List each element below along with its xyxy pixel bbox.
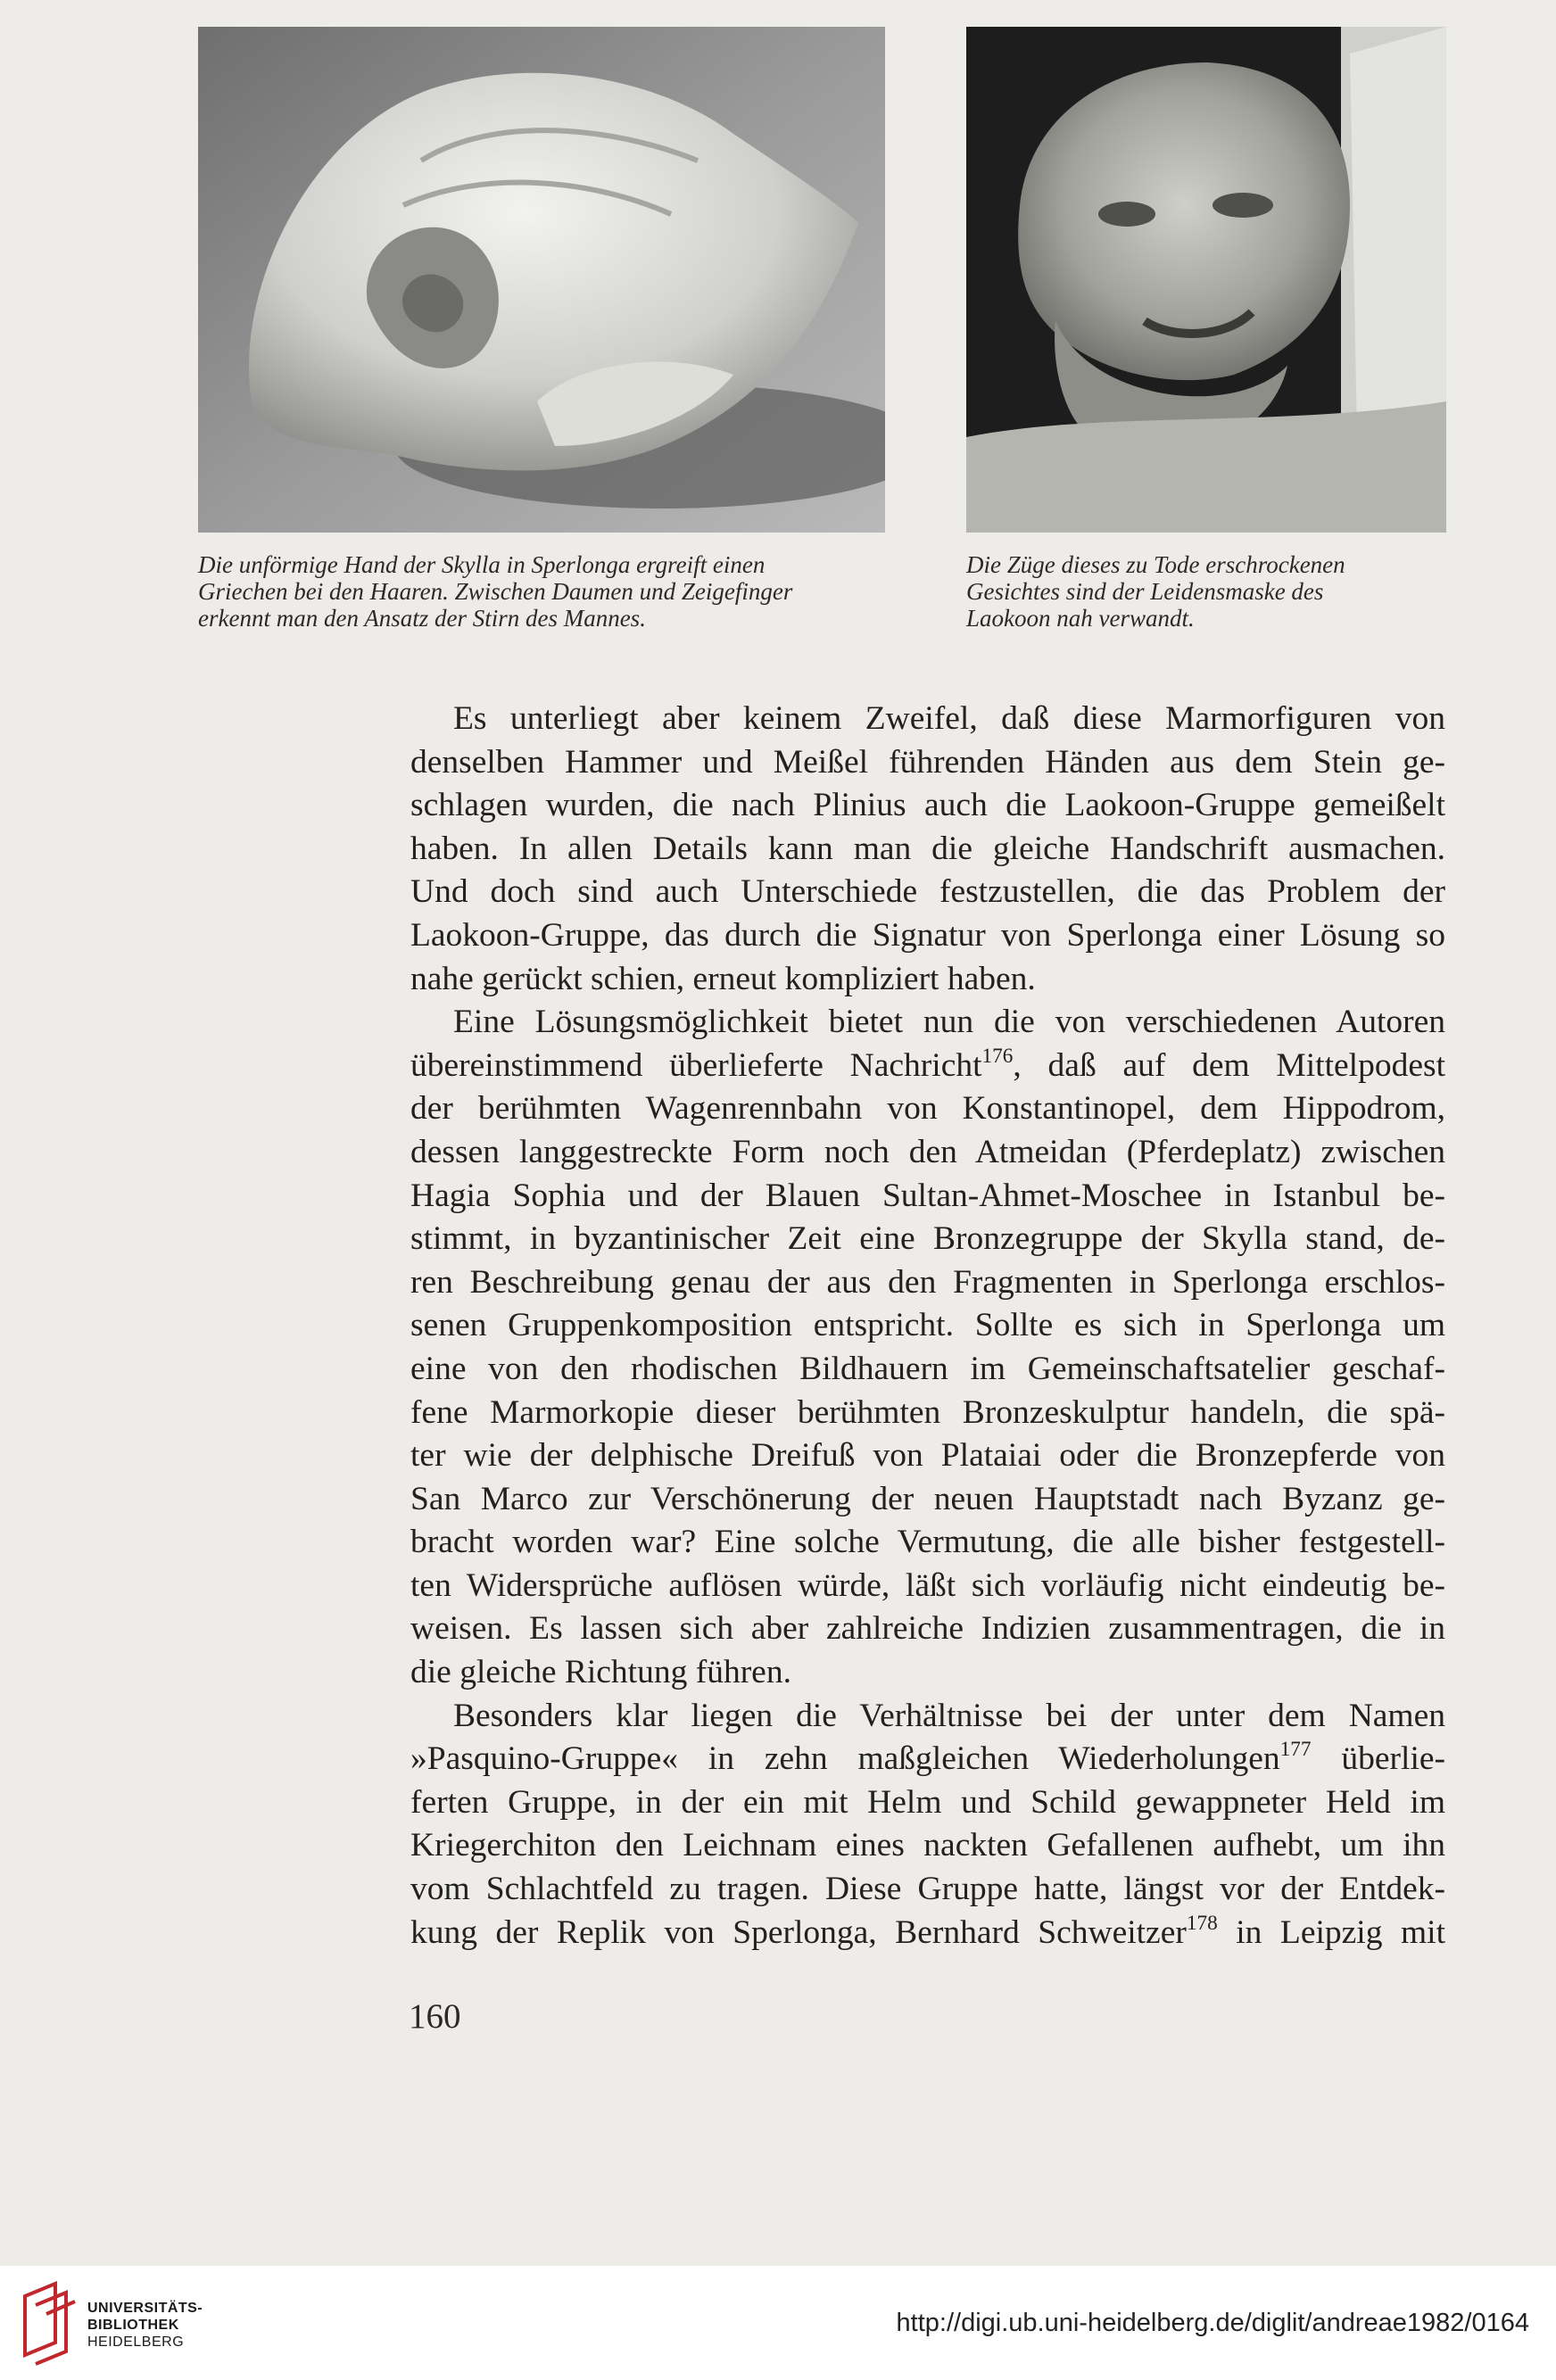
text-line — [410, 1738, 1445, 1781]
text-run: kung der Replik von Sperlonga, Bernhard Schweitzer — [410, 1913, 1187, 1951]
text-line: denselben Hammer und Meißel führenden Händen aus dem Stein ge- — [410, 743, 1445, 781]
text-line: Es unterliegt aber keinem Zweifel, daß diese Marmorfiguren von — [453, 700, 1445, 737]
caption-line: erkennt man den Ansatz der Stirn des Mannes. — [198, 605, 646, 632]
text-line: ren Beschreibung genau der aus den Fragmenten in Sperlonga erschlos- — [410, 1263, 1445, 1301]
text-line: San Marco zur Verschönerung der neuen Hauptstadt nach Byzanz ge- — [410, 1480, 1445, 1517]
text-line: der berühmten Wagenrennbahn von Konstantinopel, dem Hippodrom, — [410, 1090, 1445, 1128]
text-line: Und doch sind auch Unterschiede festzustellen, die das Problem der — [410, 873, 1445, 911]
text-run: »Pasquino-Gruppe« in zehn maßgleichen Wiederholungen — [410, 1740, 1280, 1778]
text-line: Kriegerchiton den Leichnam eines nackten Gefallenen aufhebt, um ihn — [410, 1827, 1445, 1864]
text-line: bracht worden war? Eine solche Vermutung, die alle bisher festgestell- — [410, 1524, 1445, 1561]
text-line: fene Marmorkopie dieser berühmten Bronzeskulptur handeln, die spä- — [410, 1393, 1445, 1431]
caption-line: Gesichtes sind der Leidensmaske des — [966, 578, 1324, 605]
text-line: schlagen wurden, die nach Plinius auch die Laokoon-Gruppe gemeißelt — [410, 787, 1445, 824]
text-run: , daß auf dem Mittelpodest — [1013, 1046, 1445, 1084]
footnote-ref-178[interactable]: 178 — [1186, 1911, 1218, 1935]
text-run: übereinstimmend überlieferte Nachricht — [410, 1046, 982, 1084]
text-run: überlie- — [1311, 1740, 1445, 1778]
logo-line: HEIDELBERG — [87, 2335, 185, 2350]
body-text — [410, 698, 1445, 1954]
source-url-link[interactable]: http://digi.ub.uni-heidelberg.de/diglit/andreae1982/0164 — [896, 2309, 1529, 2337]
text-line: eine von den rhodischen Bildhauern im Gemeinschaftsatelier geschaf- — [410, 1350, 1445, 1387]
text-line: vom Schlachtfeld zu tragen. Diese Gruppe hatte, längst vor der Entdek- — [410, 1871, 1445, 1908]
text-line: Besonders klar liegen die Verhältnisse bei der unter dem Namen — [453, 1697, 1445, 1734]
library-logo-text — [87, 2300, 203, 2351]
paragraph — [410, 698, 1445, 1001]
head-sculpture-image — [966, 27, 1446, 533]
caption-line: Die unförmige Hand der Skylla in Sperlonga ergreift einen — [198, 551, 766, 578]
text-line: ter wie der delphische Dreifuß von Plataiai oder die Bronzepferde von — [410, 1437, 1445, 1475]
text-line: senen Gruppenkomposition entspricht. Sollte es sich in Sperlonga um — [410, 1307, 1445, 1344]
text-line: die gleiche Richtung führen. — [410, 1654, 791, 1691]
text-line: Hagia Sophia und der Blauen Sultan-Ahmet-Moschee in Istanbul be- — [410, 1177, 1445, 1214]
figure-caption-right — [966, 551, 1502, 632]
text-line: stimmt, in byzantinischer Zeit eine Bronzegruppe der Skylla stand, de- — [410, 1220, 1445, 1258]
text-line: weisen. Es lassen sich aber zahlreiche Indizien zusammentragen, die in — [410, 1610, 1445, 1648]
text-line: Laokoon-Gruppe, das durch die Signatur von Sperlonga einer Lösung so — [410, 916, 1445, 954]
text-line: Eine Lösungsmöglichkeit bietet nun die von verschiedenen Autoren — [453, 1004, 1445, 1041]
paragraph — [410, 1695, 1445, 1955]
footnote-ref-176[interactable]: 176 — [981, 1044, 1014, 1068]
caption-line: Die Züge dieses zu Tode erschrockenen — [966, 551, 1345, 578]
caption-line: Griechen bei den Haaren. Zwischen Daumen und Zeigefinger — [198, 578, 793, 605]
caption-line: Laokoon nah verwandt. — [966, 605, 1195, 632]
hand-sculpture-image — [198, 27, 885, 533]
text-run: in Leipzig mit — [1217, 1913, 1445, 1951]
text-line — [410, 1912, 1445, 1955]
figure-caption-left — [198, 551, 912, 632]
logo-line: UNIVERSITÄTS- — [87, 2301, 203, 2316]
footnote-ref-177[interactable]: 177 — [1279, 1738, 1312, 1762]
logo-line: BIBLIOTHEK — [87, 2318, 179, 2333]
text-line: ferten Gruppe, in der ein mit Helm und Schild gewappneter Held im — [410, 1783, 1445, 1821]
text-line — [410, 1045, 1445, 1088]
paragraph — [410, 1001, 1445, 1695]
page-number: 160 — [409, 1997, 461, 2036]
university-library-logo-icon — [20, 2280, 79, 2366]
text-line: ten Widersprüche auflösen würde, läßt sich vorläufig nicht eindeutig be- — [410, 1566, 1445, 1604]
text-line: dessen langgestreckte Form noch den Atmeidan (Pferdeplatz) zwischen — [410, 1133, 1445, 1170]
figure-hand-of-scylla-photo — [198, 27, 885, 533]
text-line: nahe gerückt schien, erneut kompliziert haben. — [410, 960, 1036, 997]
figure-laokoon-like-head-photo — [966, 27, 1446, 533]
text-line: haben. In allen Details kann man die gleiche Handschrift ausmachen. — [410, 830, 1445, 867]
